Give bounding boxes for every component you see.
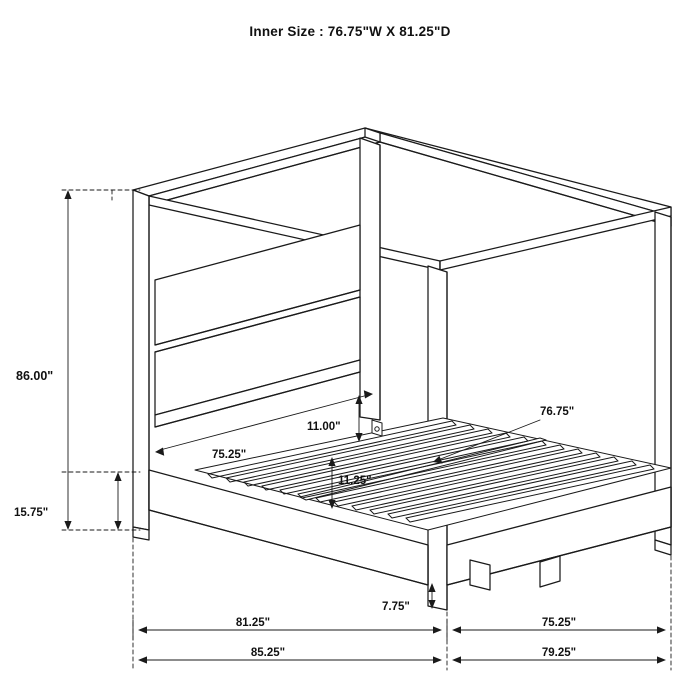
label-clearance-1125: 11.25": [338, 475, 372, 487]
post-front-left: [360, 138, 380, 420]
dim-rail-height-1575: [114, 472, 121, 530]
label-headboard-7525: 75.25": [212, 449, 247, 461]
label-length-8525: 85.25": [250, 647, 286, 659]
label-length-8125: 81.25": [235, 617, 271, 629]
label-depth-7925: 79.25": [541, 647, 577, 659]
canopy-top-frame: [133, 128, 671, 270]
dim-height-86: [64, 190, 71, 530]
label-slat-7675: 76.75": [540, 406, 575, 418]
headboard-panel: [155, 225, 360, 427]
post-rear-left: [133, 190, 149, 530]
label-clearance-1100: 11.00": [307, 421, 341, 433]
label-depth-7525: 75.25": [541, 617, 577, 629]
label-leg-775: 7.75": [382, 601, 410, 613]
dim-length-8125: [133, 620, 447, 640]
dim-length-8525: [138, 656, 442, 663]
headboard-bracket: [372, 420, 382, 436]
label-height-86: 86.00": [16, 369, 54, 383]
dim-clearance-1100: [355, 395, 362, 442]
label-rail-height-1575: 15.75": [14, 507, 49, 519]
page-title: Inner Size : 76.75"W X 81.25"D: [249, 24, 451, 39]
